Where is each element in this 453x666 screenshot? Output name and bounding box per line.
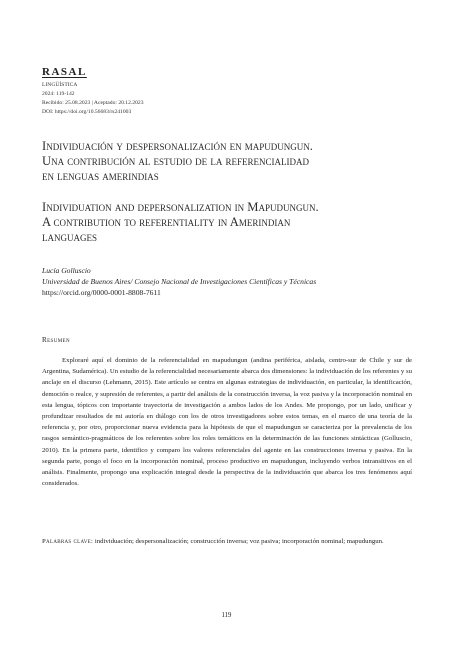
keywords-label: Palabras clave:: [42, 538, 94, 545]
submission-dates: Recibido: 25.08.2023 | Aceptado: 20.12.2023: [42, 100, 144, 106]
author-block: [42, 265, 422, 298]
abstract-heading: Resumen: [42, 336, 71, 344]
title-en-line-1: Individuation and depersonalization in Mapudungun.: [42, 200, 319, 214]
journal-issue: 2024: 119-142: [42, 91, 75, 97]
journal-name: RASAL: [42, 66, 87, 78]
journal-header: [42, 66, 144, 117]
title-spanish: [42, 139, 417, 184]
author-name: Lucía Golluscio: [42, 266, 91, 275]
keywords-list: individuación; despersonalización; construcción inversa; voz pasiva; incorporación nominal; mapudungun.: [93, 538, 384, 545]
orcid-link[interactable]: https://orcid.org/0000-0001-8808-7611: [42, 288, 161, 297]
title-en-line-2: A contribution to referentiality in Amerindian: [42, 215, 291, 229]
title-en-line-3: languages: [42, 230, 97, 244]
title-es-line-2: Una contribución al estudio de la referencialidad: [42, 154, 309, 168]
keywords: [42, 536, 412, 547]
journal-section: LINGÜÍSTICA: [42, 82, 78, 88]
author-affiliation: Universidad de Buenos Aires/ Consejo Nacional de Investigaciones Científicas y Técnicas: [42, 277, 317, 286]
doi-link[interactable]: DOI: https://doi.org/10.56683/rs241003: [42, 109, 132, 115]
abstract-text: Exploraré aquí el dominio de la referencialidad en mapudungun (andina periférica, aislada, centro-sur de Chile y sur de Argentina, Sudamérica). Un estudio de la referencialidad necesariamente abarca dos dimensiones: la individuación de los referentes y su anclaje en el discurso (Lehmann, 2015). Este artículo se centra en algunas estrategias de individuación, en particular, la identificación, democión o realce, y supresión de referentes, a partir del análisis de la construcción inversa, la voz pasiva y la incorporación nominal en esta lengua, tópicos con importante trayectoria de investigación a ambos lados de los Andes. Me propongo, por un lado, unificar y profundizar resultados de mi autoría en diálogo con los de otros investigadores sobre estos temas, en el marco de una teoría de la referencia y, por otro, proporcionar nueva evidencia para la hipótesis de que el mapudungun se caracteriza por la prevalencia de los rasgos semántico-pragmáticos de los referentes sobre los roles temáticos en la determinación de las funciones sintácticas (Golluscio, 2010). En la primera parte, identifico y comparo los valores referenciales del agente en las construcciones inversa y pasiva. En la segunda parte, pongo el foco en la incorporación nominal, proceso productivo en mapudungun, incluyendo verbos intransitivos en el análisis. Finalmente, propongo una explicación integral desde la perspectiva de la individuación que abarca los tres fenómenos aquí considerados.: [42, 357, 412, 488]
title-es-line-3: en lenguas amerindias: [42, 169, 159, 183]
title-english: [42, 200, 417, 245]
page-number: 119: [221, 612, 232, 619]
title-es-line-1: Individuación y despersonalización en mapudungun.: [42, 139, 313, 153]
